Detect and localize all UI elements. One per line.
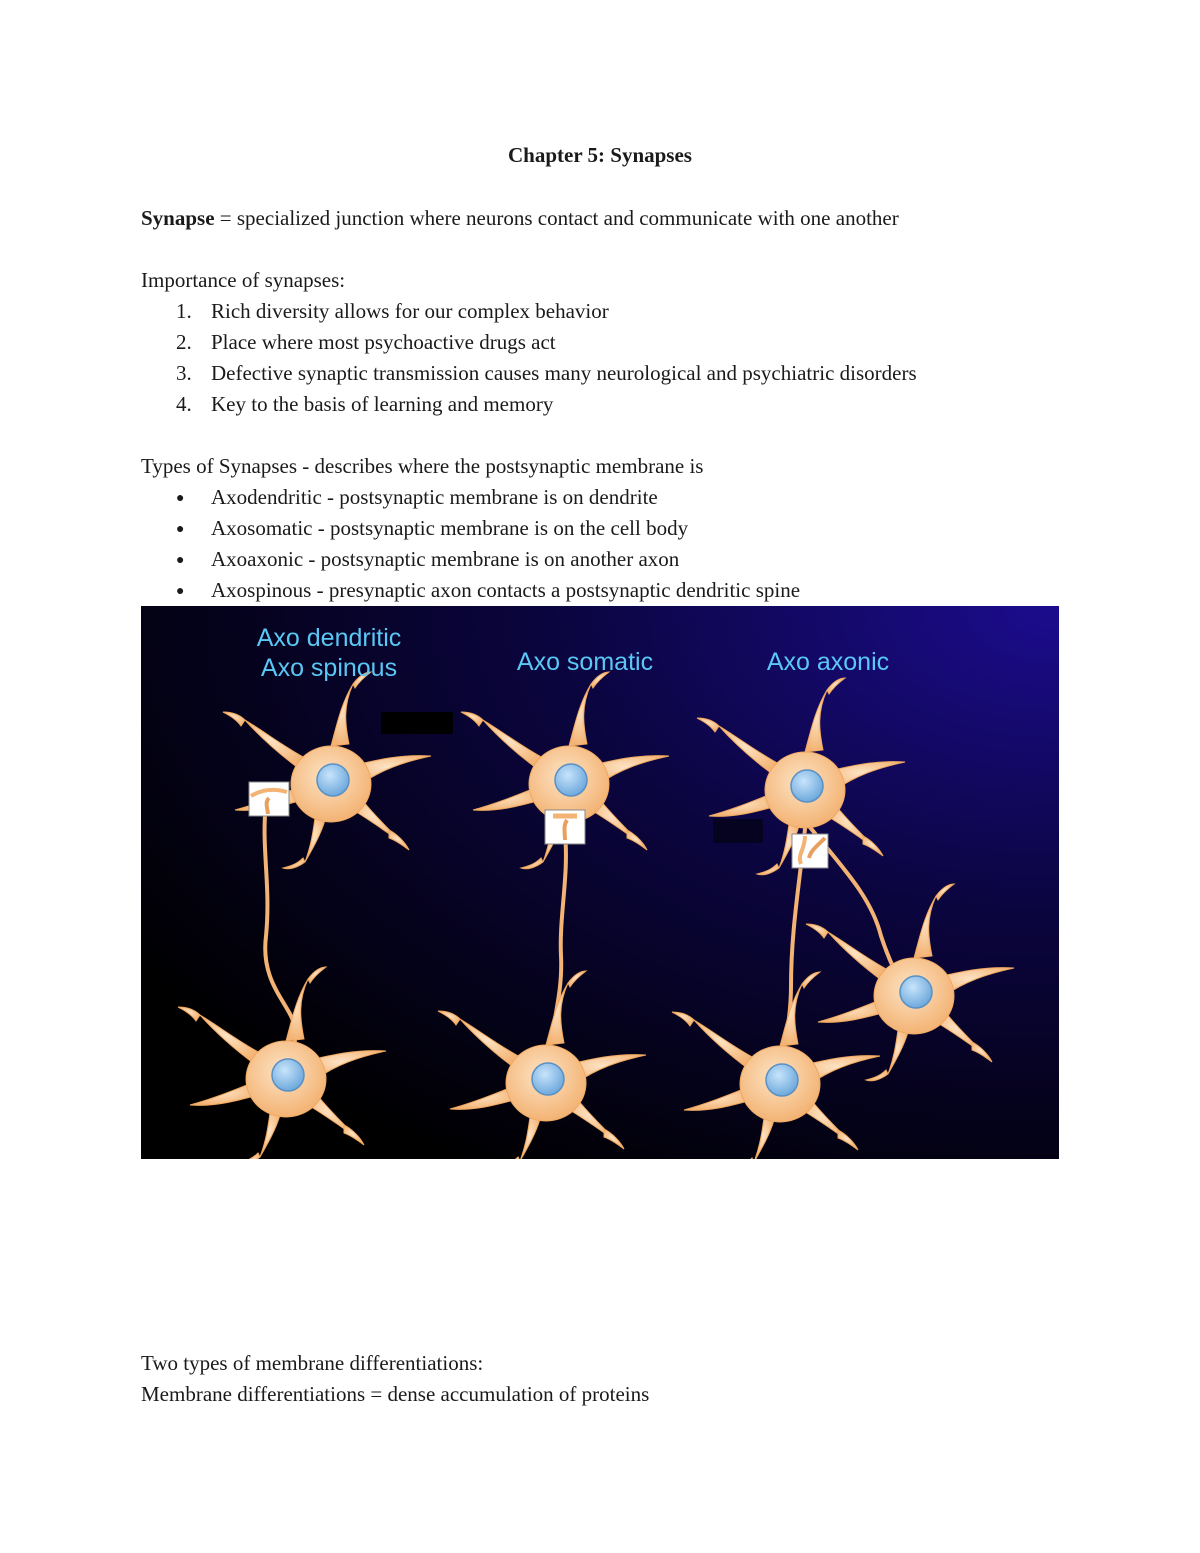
membrane-definition: Membrane differentiations = dense accumulation of proteins [141, 1382, 650, 1406]
list-item-text: Axoaxonic - postsynaptic membrane is on another axon [211, 547, 680, 571]
synapse-diagram [141, 606, 1059, 1159]
bullet-icon: ● [176, 553, 185, 568]
definition-text: = specialized junction where neurons contact and communicate with one another [214, 206, 899, 230]
list-number: 4. [176, 392, 192, 416]
list-item-text: Axospinous - presynaptic axon contacts a postsynaptic dendritic spine [211, 578, 801, 602]
importance-item [176, 330, 556, 355]
list-item-text: Defective synaptic transmission causes many neurological and psychiatric disorders [211, 361, 917, 385]
type-item [176, 547, 679, 572]
type-item [176, 516, 688, 541]
list-number: 3. [176, 361, 192, 385]
label-axo-somatic: Axo somatic [516, 648, 654, 676]
importance-item [176, 392, 553, 417]
list-item-text: Axosomatic - postsynaptic membrane is on the cell body [211, 516, 689, 540]
importance-item [176, 361, 917, 386]
list-item-text: Place where most psychoactive drugs act [211, 330, 556, 354]
page-title: Chapter 5: Synapses [508, 143, 692, 167]
list-item-text: Axodendritic - postsynaptic membrane is on dendrite [211, 485, 658, 509]
bullet-icon: ● [176, 491, 185, 506]
type-item [176, 485, 658, 510]
label-axo-axonic: Axo axonic [766, 648, 890, 676]
type-item [176, 578, 800, 603]
mask-box [381, 712, 453, 734]
list-item-text: Rich diversity allows for our complex behavior [211, 299, 609, 323]
synapse-definition [141, 206, 899, 231]
bullet-icon: ● [176, 522, 185, 537]
list-number: 1. [176, 299, 192, 323]
list-number: 2. [176, 330, 192, 354]
label-axo-spinous: Axo spinous [260, 654, 398, 682]
types-heading: Types of Synapses - describes where the postsynaptic membrane is [141, 454, 704, 478]
label-axo-dendritic: Axo dendritic [256, 624, 402, 652]
importance-item [176, 299, 609, 324]
axon-terminal [267, 798, 269, 814]
membrane-heading: Two types of membrane differentiations: [141, 1351, 484, 1375]
bullet-icon: ● [176, 584, 185, 599]
synapse-types-figure [141, 606, 1059, 1159]
definition-term: Synapse [141, 206, 215, 230]
importance-heading: Importance of synapses: [141, 268, 346, 292]
mask-box [713, 819, 763, 843]
list-item-text: Key to the basis of learning and memory [211, 392, 554, 416]
